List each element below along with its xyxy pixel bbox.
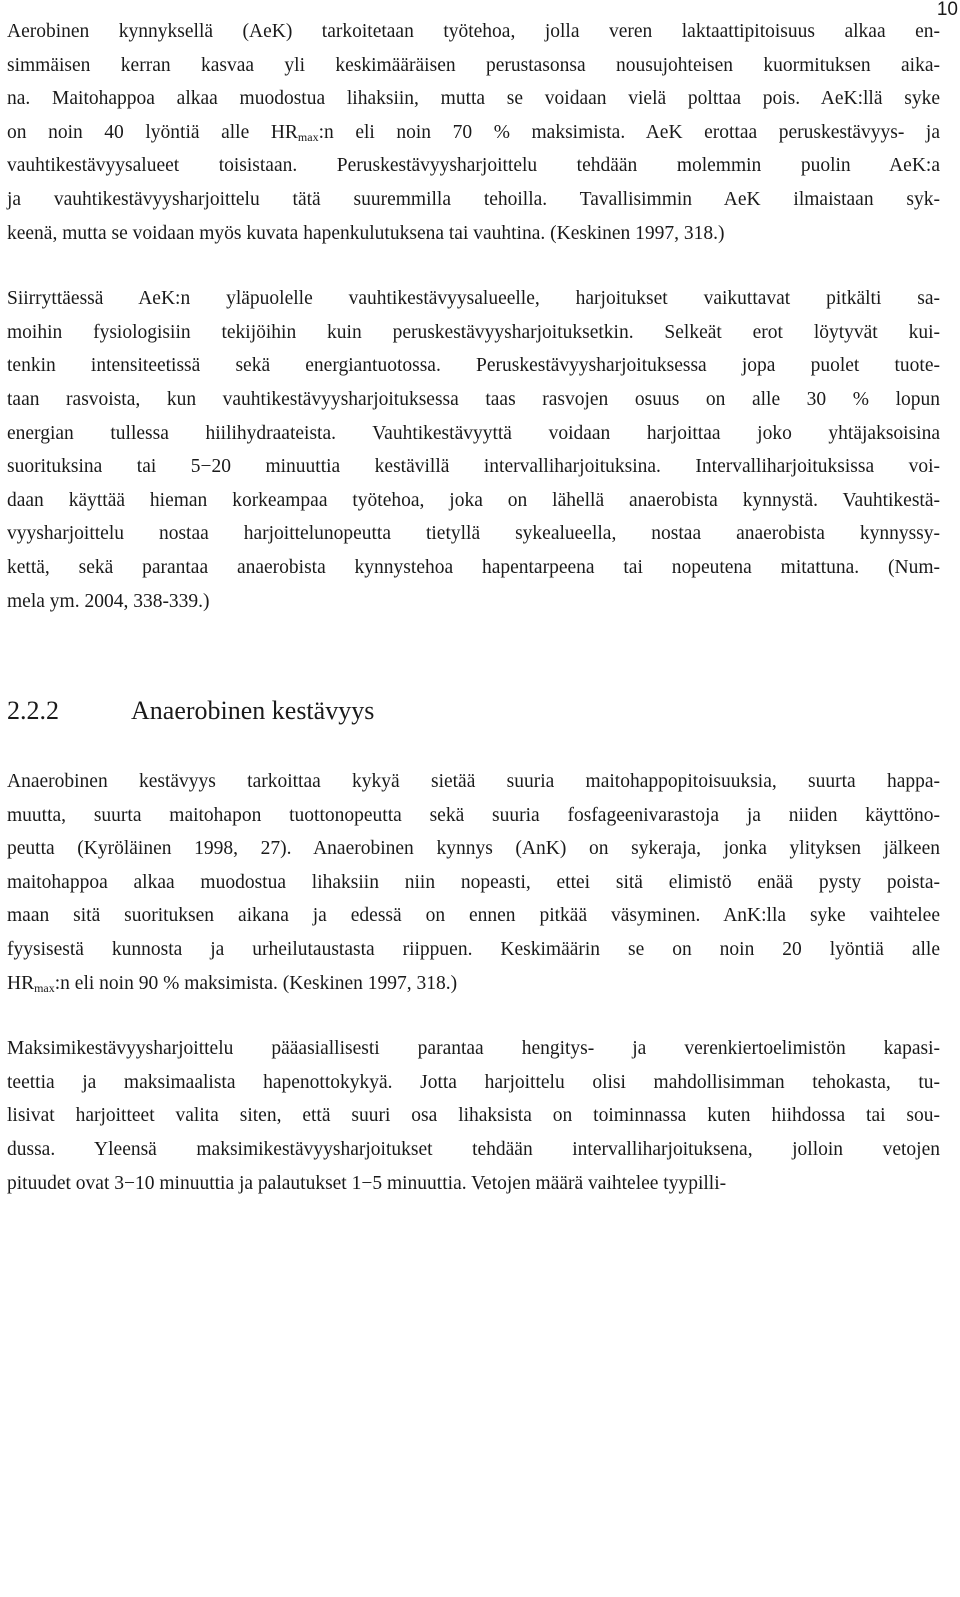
paragraph-maximal-endurance <box>7 1032 940 1200</box>
text-line: kettä, sekä parantaa anaerobista kynnystehoa hapentarpeena tai nopeutena mitattuna. (Num- <box>7 556 940 578</box>
text-line: keenä, mutta se voidaan myös kuvata hapenkulutuksena tai vauhtina. (Keskinen 1997, 318.) <box>7 222 725 244</box>
text-line: muutta, suurta maitohapon tuottonopeutta sekä suuria fosfageenivarastoja ja niiden käyttöno- <box>7 804 940 826</box>
text-line: taan rasvoista, kun vauhtikestävyysharjoituksessa taas rasvojen osuus on alle 30 % lopun <box>7 388 940 410</box>
text-segment: HR <box>7 972 35 994</box>
text-line: ja vauhtikestävyysharjoittelu tätä suuremmilla tehoilla. Tavallisimmin AeK ilmaistaan syk- <box>7 188 940 210</box>
text-line: simmäisen kerran kasvaa yli keskimääräisen perustasonsa nousujohteisen kuormituksen aika- <box>7 54 940 76</box>
text-line: moihin fysiologisiin tekijöihin kuin peruskestävyysharjoituksetkin. Selkeät erot löytyvät kui- <box>7 321 940 343</box>
text-segment: on noin 40 lyöntiä alle HR <box>7 121 298 143</box>
text-segment: :n eli noin 70 % maksimista. AeK erottaa peruskestävyys- ja <box>318 121 940 143</box>
paragraph-speed-endurance <box>7 282 940 618</box>
text-line: suorituksina tai 5−20 minuuttia kestävillä intervalliharjoituksina. Intervalliharjoituksissa voi- <box>7 456 940 478</box>
paragraph-aerobic-threshold <box>7 15 940 250</box>
text-line: fyysisestä kunnosta ja urheilutaustasta riippuen. Keskimäärin se on noin 20 lyöntiä alle <box>7 939 940 961</box>
text-line: dussa. Yleensä maksimikestävyysharjoitukset tehdään intervalliharjoituksena, jolloin vetojen <box>7 1139 940 1161</box>
text-line: vyysharjoittelu nostaa harjoittelunopeutta tietyllä sykealueella, nostaa anaerobista kynnyssy- <box>7 523 940 545</box>
text-line: mela ym. 2004, 338-339.) <box>7 590 210 612</box>
text-line: energian tullessa hiilihydraateista. Vauhtikestävyyttä voidaan harjoittaa joko yhtäjaksoisina <box>7 422 940 444</box>
text-line: daan käyttää hieman korkeampaa työtehoa, joka on lähellä anaerobista kynnystä. Vauhtikestä- <box>7 489 940 511</box>
text-line: Anaerobinen kestävyys tarkoittaa kykyä sietää suuria maitohappopitoisuuksia, suurta happa- <box>7 771 940 793</box>
document-body <box>7 15 940 1200</box>
text-line: peutta (Kyröläinen 1998, 27). Anaerobinen kynnys (AnK) on sykeraja, jonka ylityksen jälkeen <box>7 838 940 860</box>
text-line: Maksimikestävyysharjoittelu pääasiallisesti parantaa hengitys- ja verenkiertoelimistön kapasi- <box>7 1038 940 1060</box>
text-line: lisivat harjoitteet valita siten, että suuri osa lihaksista on toiminnassa kuten hiihdossa tai sou- <box>7 1105 940 1127</box>
paragraph-anaerobic-endurance <box>7 765 940 1000</box>
text-line: teettia ja maksimaalista hapenottokykyä. Jotta harjoittelu olisi mahdollisimman tehokasta, tu- <box>7 1071 940 1093</box>
text-line: na. Maitohappoa alkaa muodostua lihaksiin, mutta se voidaan vielä polttaa pois. AeK:llä syke <box>7 88 940 110</box>
text-line: vauhtikestävyysalueet toisistaan. Peruskestävyysharjoittelu tehdään molemmin puolin AeK:a <box>7 155 940 177</box>
text-line: Aerobinen kynnyksellä (AeK) tarkoitetaan työtehoa, jolla veren laktaattipitoisuus alkaa en- <box>7 21 940 42</box>
text-line: pituudet ovat 3−10 minuuttia ja palautukset 1−5 minuuttia. Vetojen määrä vaihtelee tyypilli- <box>7 1172 727 1194</box>
text-line: maitohappoa alkaa muodostua lihaksiin niin nopeasti, ettei sitä elimistö enää pysty poista- <box>7 871 940 893</box>
subscript-max: max <box>34 980 55 995</box>
text-line <box>7 967 940 1001</box>
text-line <box>7 116 940 150</box>
text-line: tenkin intensiteetissä sekä energiantuotossa. Peruskestävyysharjoituksessa jopa puolet tuote- <box>7 355 940 377</box>
section-title: Anaerobinen kestävyys <box>131 696 375 726</box>
text-line: Siirryttäessä AeK:n yläpuolelle vauhtikestävyysalueelle, harjoitukset vaikuttavat pitkälti sa- <box>7 288 940 310</box>
section-number: 2.2.2 <box>7 696 59 726</box>
page-number: 10 <box>936 0 958 20</box>
text-line: maan sitä suorituksen aikana ja edessä on ennen pitkää väsyminen. AnK:lla syke vaihtelee <box>7 905 940 927</box>
text-segment: :n eli noin 90 % maksimista. (Keskinen 1997, 318.) <box>54 972 458 994</box>
subscript-max: max <box>297 129 319 144</box>
section-heading <box>7 693 940 729</box>
